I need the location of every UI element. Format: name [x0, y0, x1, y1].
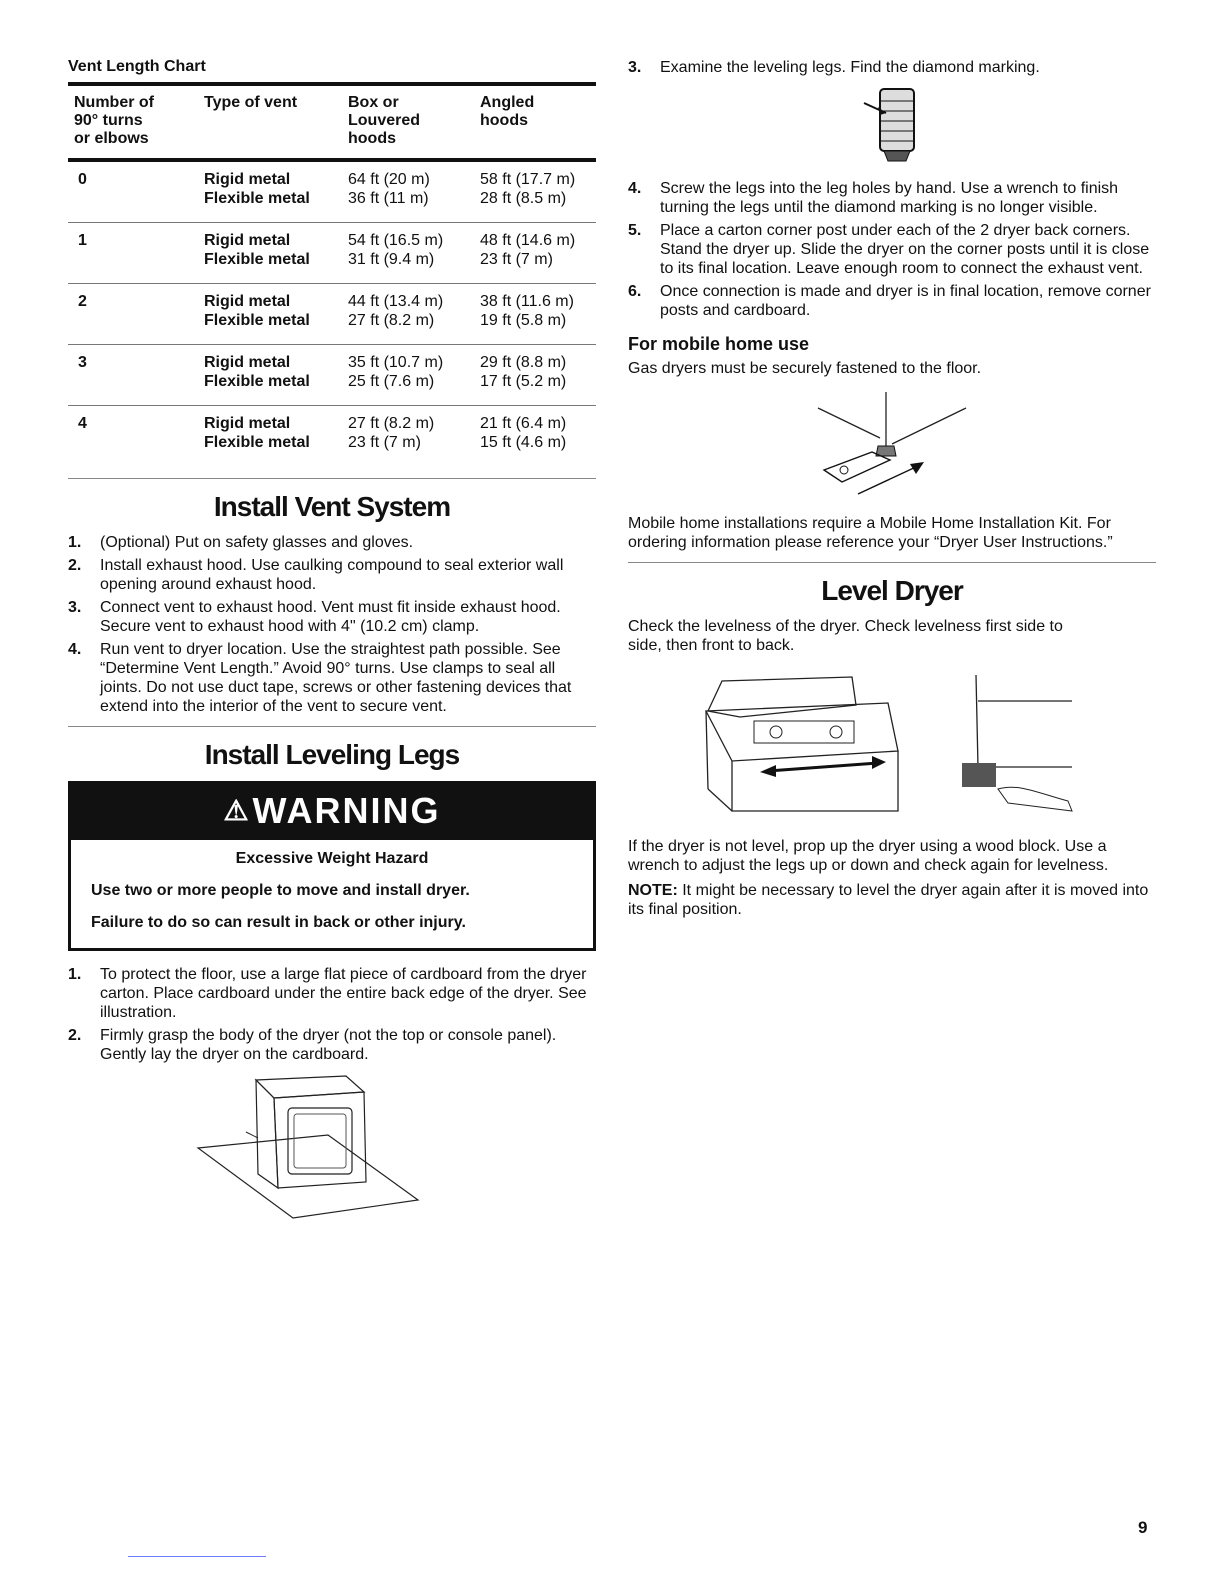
warning-header: ⚠WARNING	[71, 784, 593, 840]
warning-line: Failure to do so can result in back or other injury.	[91, 914, 466, 931]
list-item: 1. (Optional) Put on safety glasses and gloves.	[68, 534, 414, 551]
divider	[68, 726, 596, 727]
list-item: 3. Examine the leveling legs. Find the diamond marking.	[628, 59, 1040, 76]
header-box: Box or Louvered hoods	[342, 84, 474, 160]
divider	[628, 562, 1156, 563]
list-item: 3. Connect vent to exhaust hood. Vent must fit inside exhaust hood. Secure vent to exhaust hood with 4" (10.2 cm) clamp.	[68, 599, 561, 635]
list-item: 6. Once connection is made and dryer is in final location, remove corner posts and cardboard.	[628, 283, 1151, 319]
level-dryer-illustration	[628, 671, 1156, 827]
list-item: 2. Firmly grasp the body of the dryer (not the top or console panel). Gently lay the dryer on the cardboard.	[68, 1027, 557, 1063]
bottom-link-line	[128, 1556, 266, 1557]
table-row: 4 Rigid metal Flexible metal 27 ft (8.2 m) 23 ft (7 m) 21 ft (6.4 m) 15 ft (4.6 m)	[78, 415, 567, 451]
list-item: 4. Screw the legs into the leg holes by hand. Use a wrench to finish turning the legs until the diamond marking is no longer visible.	[628, 180, 1119, 216]
dryer-on-cardboard-illustration	[68, 1070, 596, 1220]
warning-box	[68, 781, 596, 951]
vent-chart-title: Vent Length Chart	[68, 58, 206, 75]
install-legs-steps-continued	[628, 58, 1156, 77]
right-column	[628, 58, 1156, 923]
list-item: 2. Install exhaust hood. Use caulking compound to seal exterior wall opening around exhaust hood.	[68, 557, 564, 593]
table-row: 1 Rigid metal Flexible metal 54 ft (16.5 m) 31 ft (9.4 m) 48 ft (14.6 m) 23 ft (7 m)	[68, 223, 596, 284]
mobile-home-heading: For mobile home use	[628, 334, 810, 354]
install-vent-heading: Install Vent System	[213, 491, 451, 522]
vent-length-table	[68, 82, 596, 466]
header-angled: Angled hoods	[474, 84, 596, 160]
level-dryer-heading: Level Dryer	[821, 575, 963, 606]
left-column	[68, 58, 596, 1220]
hazard-title: Excessive Weight Hazard	[235, 850, 429, 867]
table-header-row	[68, 84, 596, 160]
install-legs-steps-continued-2	[628, 179, 1156, 320]
install-legs-steps	[68, 965, 596, 1064]
warning-line: Use two or more people to move and install dryer.	[91, 882, 470, 899]
level-dryer-body: If the dryer is not level, prop up the dryer using a wood block. Use a wrench to adjust the legs up or down and check again for levelness.	[628, 838, 1109, 874]
install-vent-steps	[68, 533, 596, 716]
list-item: 5. Place a carton corner post under each of the 2 dryer back corners. Stand the dryer up. Slide the dryer on the corner posts until it is close to its final location. Leave enough room to connect the exhaust vent.	[628, 222, 1150, 277]
mobile-home-bracket-illustration	[628, 386, 1156, 506]
list-item: 4. Run vent to dryer location. Use the straightest path possible. See “Determine Vent Length.” Avoid 90° turns. Use clamps to seal all joints. Do not use duct tape, screws or other fastening devices that extend into the interior of the vent to secure vent.	[68, 641, 572, 715]
warning-triangle-icon: ⚠	[223, 795, 251, 826]
list-item: 1. To protect the floor, use a large flat piece of cardboard from the dryer carton. Place cardboard under the entire back edge of the dryer. See illustration.	[68, 966, 587, 1021]
leveling-leg-illustration	[628, 83, 1156, 167]
divider	[68, 478, 596, 479]
level-dryer-intro: Check the levelness of the dryer. Check levelness first side to side, then front to back.	[628, 618, 1063, 654]
table-row: 2 Rigid metal Flexible metal 44 ft (13.4 m) 27 ft (8.2 m) 38 ft (11.6 m) 19 ft (5.8 m)	[68, 284, 596, 345]
header-turns: Number of 90° turns or elbows	[68, 84, 198, 160]
warning-body	[71, 840, 593, 948]
page-number: 9	[1138, 1518, 1148, 1537]
mobile-home-body: Mobile home installations require a Mobile Home Installation Kit. For ordering information please reference your “Dryer User Instructions.”	[628, 515, 1113, 551]
install-legs-heading: Install Leveling Legs	[204, 739, 460, 770]
table-row: 0 Rigid metal Flexible metal 64 ft (20 m) 36 ft (11 m) 58 ft (17.7 m) 28 ft (8.5 m)	[68, 160, 596, 223]
header-type: Type of vent	[198, 84, 342, 160]
level-dryer-note: NOTE: It might be necessary to level the dryer again after it is moved into its final position.	[628, 882, 1149, 918]
table-row: 3 Rigid metal Flexible metal 35 ft (10.7 m) 25 ft (7.6 m) 29 ft (8.8 m) 17 ft (5.2 m)	[68, 345, 596, 406]
mobile-home-intro: Gas dryers must be securely fastened to the floor.	[628, 360, 982, 377]
